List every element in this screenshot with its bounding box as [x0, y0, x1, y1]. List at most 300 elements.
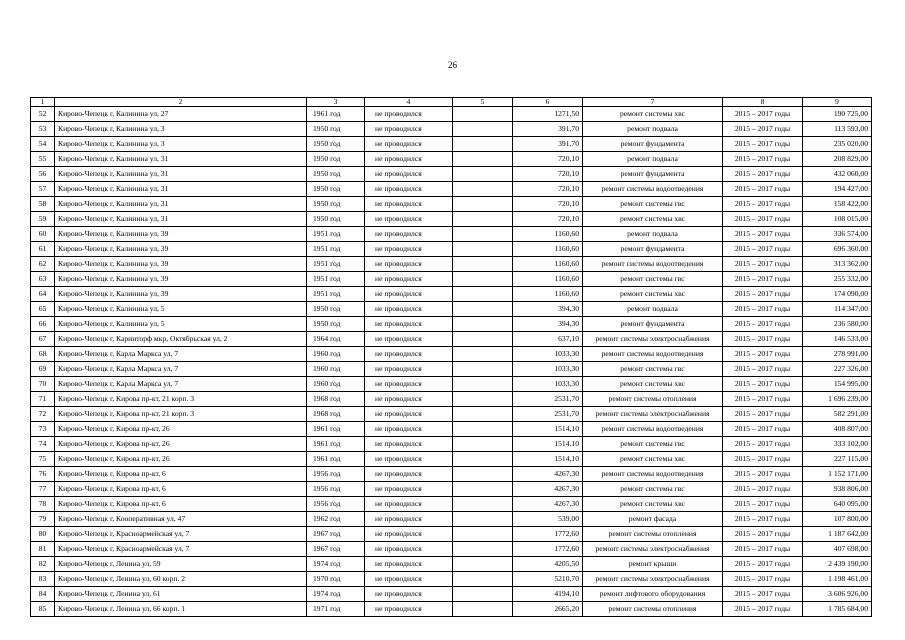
column-number-header-row	[31, 98, 872, 107]
column-header-4: 4	[365, 98, 453, 107]
cell-col-5	[453, 332, 513, 347]
cell-last-repair: не проводился	[365, 152, 453, 167]
cell-period: 2015 – 2017 годы	[723, 137, 803, 152]
cell-area: 391,70	[513, 122, 583, 137]
cell-col-5	[453, 227, 513, 242]
cell-row-number: 53	[31, 122, 55, 137]
cell-last-repair: не проводился	[365, 182, 453, 197]
cell-last-repair: не проводился	[365, 272, 453, 287]
cell-address: Кирово-Чепецк г, Кооперативная ул, 47	[55, 512, 307, 527]
cell-build-year: 1951 год	[307, 227, 365, 242]
cell-period: 2015 – 2017 годы	[723, 452, 803, 467]
cell-cost: 333 102,00	[803, 437, 872, 452]
cell-last-repair: не проводился	[365, 197, 453, 212]
cell-work-type: ремонт лифтового оборудования	[583, 587, 723, 602]
cell-col-5	[453, 437, 513, 452]
cell-period: 2015 – 2017 годы	[723, 152, 803, 167]
cell-cost: 1 198 461,00	[803, 572, 872, 587]
cell-period: 2015 – 2017 годы	[723, 287, 803, 302]
cell-col-5	[453, 167, 513, 182]
column-header-2: 2	[55, 98, 307, 107]
capital-repair-table	[30, 97, 872, 617]
cell-cost: 1 696 239,00	[803, 392, 872, 407]
cell-cost: 1 785 684,00	[803, 602, 872, 617]
table-row	[31, 347, 872, 362]
table-row	[31, 602, 872, 617]
cell-last-repair: не проводился	[365, 257, 453, 272]
cell-work-type: ремонт системы отопления	[583, 392, 723, 407]
cell-build-year: 1956 год	[307, 482, 365, 497]
cell-area: 720,10	[513, 212, 583, 227]
cell-row-number: 59	[31, 212, 55, 227]
cell-last-repair: не проводился	[365, 392, 453, 407]
cell-row-number: 62	[31, 257, 55, 272]
cell-area: 1514,10	[513, 452, 583, 467]
cell-last-repair: не проводился	[365, 422, 453, 437]
cell-cost: 640 095,00	[803, 497, 872, 512]
cell-col-5	[453, 392, 513, 407]
column-header-9: 9	[803, 98, 872, 107]
cell-build-year: 1950 год	[307, 122, 365, 137]
cell-area: 1514,10	[513, 437, 583, 452]
cell-cost: 154 995,00	[803, 377, 872, 392]
cell-address: Кирово-Чепецк г, Карла Маркса ул, 7	[55, 347, 307, 362]
table-row	[31, 107, 872, 122]
cell-period: 2015 – 2017 годы	[723, 482, 803, 497]
cell-work-type: ремонт подвала	[583, 122, 723, 137]
table-row	[31, 377, 872, 392]
cell-build-year: 1968 год	[307, 392, 365, 407]
cell-cost: 407 698,00	[803, 542, 872, 557]
cell-period: 2015 – 2017 годы	[723, 392, 803, 407]
cell-area: 4267,30	[513, 497, 583, 512]
cell-area: 720,10	[513, 182, 583, 197]
cell-work-type: ремонт крыши	[583, 557, 723, 572]
cell-address: Кирово-Чепецк г, Калинина ул, 39	[55, 242, 307, 257]
cell-last-repair: не проводился	[365, 497, 453, 512]
cell-address: Кирово-Чепецк г, Калинина ул, 31	[55, 152, 307, 167]
cell-col-5	[453, 272, 513, 287]
column-header-1: 1	[31, 98, 55, 107]
cell-area: 1033,30	[513, 347, 583, 362]
cell-address: Кирово-Чепецк г, Карла Маркса ул, 7	[55, 377, 307, 392]
cell-last-repair: не проводился	[365, 167, 453, 182]
cell-work-type: ремонт системы электроснабжения	[583, 572, 723, 587]
cell-row-number: 56	[31, 167, 55, 182]
table-row	[31, 317, 872, 332]
cell-period: 2015 – 2017 годы	[723, 512, 803, 527]
cell-row-number: 54	[31, 137, 55, 152]
cell-period: 2015 – 2017 годы	[723, 407, 803, 422]
cell-last-repair: не проводился	[365, 317, 453, 332]
cell-row-number: 70	[31, 377, 55, 392]
cell-period: 2015 – 2017 годы	[723, 317, 803, 332]
cell-address: Кирово-Чепецк г, Калинина ул, 3	[55, 122, 307, 137]
cell-address: Кирово-Чепецк г, Ленина ул, 59	[55, 557, 307, 572]
page-number: 26	[448, 60, 457, 70]
cell-area: 539,00	[513, 512, 583, 527]
cell-address: Кирово-Чепецк г, Ленина ул, 66 корп. 1	[55, 602, 307, 617]
cell-build-year: 1968 год	[307, 407, 365, 422]
cell-area: 1514,10	[513, 422, 583, 437]
cell-col-5	[453, 302, 513, 317]
cell-cost: 235 020,00	[803, 137, 872, 152]
cell-last-repair: не проводился	[365, 542, 453, 557]
cell-work-type: ремонт системы водоотведения	[583, 182, 723, 197]
cell-address: Кирово-Чепецк г, Кирова пр-кт, 26	[55, 437, 307, 452]
cell-build-year: 1967 год	[307, 527, 365, 542]
cell-address: Кирово-Чепецк г, Кирова пр-кт, 26	[55, 422, 307, 437]
cell-row-number: 55	[31, 152, 55, 167]
table-row	[31, 272, 872, 287]
cell-address: Кирово-Чепецк г, Калинина ул, 5	[55, 317, 307, 332]
cell-area: 391,70	[513, 137, 583, 152]
column-header-5: 5	[453, 98, 513, 107]
cell-period: 2015 – 2017 годы	[723, 332, 803, 347]
cell-build-year: 1950 год	[307, 137, 365, 152]
cell-build-year: 1961 год	[307, 422, 365, 437]
cell-build-year: 1961 год	[307, 452, 365, 467]
cell-row-number: 65	[31, 302, 55, 317]
cell-last-repair: не проводился	[365, 467, 453, 482]
cell-work-type: ремонт системы водоотведения	[583, 467, 723, 482]
cell-col-5	[453, 317, 513, 332]
cell-row-number: 67	[31, 332, 55, 347]
cell-col-5	[453, 527, 513, 542]
table-row	[31, 587, 872, 602]
cell-work-type: ремонт подвала	[583, 152, 723, 167]
cell-period: 2015 – 2017 годы	[723, 542, 803, 557]
cell-area: 637,10	[513, 332, 583, 347]
cell-cost: 582 291,00	[803, 407, 872, 422]
cell-cost: 1 152 171,00	[803, 467, 872, 482]
cell-last-repair: не проводился	[365, 572, 453, 587]
cell-area: 4267,30	[513, 467, 583, 482]
cell-period: 2015 – 2017 годы	[723, 527, 803, 542]
cell-row-number: 61	[31, 242, 55, 257]
cell-work-type: ремонт системы хвс	[583, 452, 723, 467]
cell-period: 2015 – 2017 годы	[723, 242, 803, 257]
cell-row-number: 82	[31, 557, 55, 572]
cell-build-year: 1950 год	[307, 302, 365, 317]
cell-area: 1160,60	[513, 272, 583, 287]
cell-period: 2015 – 2017 годы	[723, 377, 803, 392]
cell-build-year: 1970 год	[307, 572, 365, 587]
cell-last-repair: не проводился	[365, 212, 453, 227]
column-header-7: 7	[583, 98, 723, 107]
cell-col-5	[453, 212, 513, 227]
cell-period: 2015 – 2017 годы	[723, 347, 803, 362]
cell-area: 2665,20	[513, 602, 583, 617]
table-row	[31, 182, 872, 197]
cell-last-repair: не проводился	[365, 512, 453, 527]
cell-col-5	[453, 497, 513, 512]
column-header-6: 6	[513, 98, 583, 107]
cell-area: 1033,30	[513, 362, 583, 377]
cell-col-5	[453, 602, 513, 617]
cell-cost: 158 422,00	[803, 197, 872, 212]
cell-last-repair: не проводился	[365, 347, 453, 362]
cell-row-number: 52	[31, 107, 55, 122]
cell-col-5	[453, 347, 513, 362]
table-row	[31, 122, 872, 137]
cell-area: 720,10	[513, 152, 583, 167]
cell-period: 2015 – 2017 годы	[723, 227, 803, 242]
cell-row-number: 76	[31, 467, 55, 482]
table-row	[31, 167, 872, 182]
cell-build-year: 1960 год	[307, 347, 365, 362]
cell-address: Кирово-Чепецк г, Калинина ул, 31	[55, 212, 307, 227]
cell-work-type: ремонт системы электроснабжения	[583, 407, 723, 422]
cell-col-5	[453, 362, 513, 377]
cell-period: 2015 – 2017 годы	[723, 437, 803, 452]
cell-address: Кирово-Чепецк г, Калинина ул, 39	[55, 272, 307, 287]
cell-work-type: ремонт фундамента	[583, 317, 723, 332]
cell-row-number: 83	[31, 572, 55, 587]
table-row	[31, 212, 872, 227]
cell-work-type: ремонт системы отопления	[583, 527, 723, 542]
cell-last-repair: не проводился	[365, 122, 453, 137]
cell-area: 394,30	[513, 317, 583, 332]
cell-address: Кирово-Чепецк г, Кирова пр-кт, 6	[55, 467, 307, 482]
cell-row-number: 73	[31, 422, 55, 437]
cell-build-year: 1961 год	[307, 437, 365, 452]
cell-build-year: 1950 год	[307, 317, 365, 332]
cell-cost: 194 427,00	[803, 182, 872, 197]
cell-work-type: ремонт фундамента	[583, 137, 723, 152]
cell-area: 1033,30	[513, 377, 583, 392]
cell-build-year: 1950 год	[307, 197, 365, 212]
cell-work-type: ремонт системы гвс	[583, 437, 723, 452]
cell-row-number: 60	[31, 227, 55, 242]
cell-row-number: 85	[31, 602, 55, 617]
cell-work-type: ремонт системы водоотведения	[583, 347, 723, 362]
cell-cost: 236 580,00	[803, 317, 872, 332]
table-row	[31, 227, 872, 242]
cell-cost: 107 800,00	[803, 512, 872, 527]
cell-last-repair: не проводился	[365, 587, 453, 602]
cell-area: 720,10	[513, 197, 583, 212]
cell-work-type: ремонт системы электроснабжения	[583, 332, 723, 347]
cell-period: 2015 – 2017 годы	[723, 587, 803, 602]
cell-last-repair: не проводился	[365, 287, 453, 302]
cell-address: Кирово-Чепецк г, Красноармейская ул, 7	[55, 527, 307, 542]
table-row	[31, 422, 872, 437]
cell-build-year: 1951 год	[307, 242, 365, 257]
cell-build-year: 1967 год	[307, 542, 365, 557]
table-row	[31, 242, 872, 257]
cell-col-5	[453, 257, 513, 272]
cell-period: 2015 – 2017 годы	[723, 272, 803, 287]
cell-address: Кирово-Чепецк г, Кирова пр-кт, 21 корп. 3	[55, 407, 307, 422]
cell-build-year: 1960 год	[307, 377, 365, 392]
cell-work-type: ремонт системы гвс	[583, 272, 723, 287]
cell-row-number: 68	[31, 347, 55, 362]
cell-row-number: 72	[31, 407, 55, 422]
cell-work-type: ремонт системы хвс	[583, 497, 723, 512]
cell-address: Кирово-Чепецк г, Калинина ул, 39	[55, 287, 307, 302]
cell-period: 2015 – 2017 годы	[723, 197, 803, 212]
cell-last-repair: не проводился	[365, 227, 453, 242]
cell-area: 2531,70	[513, 407, 583, 422]
cell-last-repair: не проводился	[365, 332, 453, 347]
cell-build-year: 1950 год	[307, 182, 365, 197]
cell-address: Кирово-Чепецк г, Кирова пр-кт, 26	[55, 452, 307, 467]
cell-area: 4205,50	[513, 557, 583, 572]
cell-address: Кирово-Чепецк г, Красноармейская ул, 7	[55, 542, 307, 557]
cell-col-5	[453, 182, 513, 197]
cell-build-year: 1964 год	[307, 332, 365, 347]
cell-cost: 108 015,00	[803, 212, 872, 227]
cell-row-number: 57	[31, 182, 55, 197]
table-row	[31, 452, 872, 467]
cell-row-number: 63	[31, 272, 55, 287]
cell-address: Кирово-Чепецк г, Ленина ул, 60 корп. 2	[55, 572, 307, 587]
cell-work-type: ремонт системы хвс	[583, 107, 723, 122]
cell-row-number: 78	[31, 497, 55, 512]
table-row	[31, 152, 872, 167]
cell-row-number: 71	[31, 392, 55, 407]
cell-cost: 313 362,00	[803, 257, 872, 272]
table-row	[31, 362, 872, 377]
cell-period: 2015 – 2017 годы	[723, 602, 803, 617]
cell-col-5	[453, 572, 513, 587]
cell-address: Кирово-Чепецк г, Ленина ул, 61	[55, 587, 307, 602]
cell-col-5	[453, 452, 513, 467]
cell-col-5	[453, 557, 513, 572]
cell-work-type: ремонт фундамента	[583, 167, 723, 182]
cell-work-type: ремонт системы хвс	[583, 377, 723, 392]
cell-row-number: 58	[31, 197, 55, 212]
cell-address: Кирово-Чепецк г, Калинина ул, 31	[55, 197, 307, 212]
cell-work-type: ремонт системы электроснабжения	[583, 542, 723, 557]
cell-last-repair: не проводился	[365, 482, 453, 497]
cell-work-type: ремонт фундамента	[583, 242, 723, 257]
cell-cost: 432 060,00	[803, 167, 872, 182]
table-row	[31, 437, 872, 452]
cell-cost: 190 725,00	[803, 107, 872, 122]
cell-row-number: 79	[31, 512, 55, 527]
cell-last-repair: не проводился	[365, 437, 453, 452]
cell-work-type: ремонт системы отопления	[583, 602, 723, 617]
cell-build-year: 1951 год	[307, 287, 365, 302]
cell-address: Кирово-Чепецк г, Каринторф мкр, Октябрьская ул, 2	[55, 332, 307, 347]
cell-cost: 3 606 926,00	[803, 587, 872, 602]
cell-col-5	[453, 287, 513, 302]
table-row	[31, 407, 872, 422]
table-row	[31, 482, 872, 497]
cell-build-year: 1951 год	[307, 257, 365, 272]
cell-period: 2015 – 2017 годы	[723, 212, 803, 227]
cell-area: 1271,50	[513, 107, 583, 122]
table-row	[31, 197, 872, 212]
cell-build-year: 1962 год	[307, 512, 365, 527]
cell-work-type: ремонт фасада	[583, 512, 723, 527]
cell-cost: 1 187 642,00	[803, 527, 872, 542]
cell-area: 2531,70	[513, 392, 583, 407]
cell-cost: 208 829,00	[803, 152, 872, 167]
cell-last-repair: не проводился	[365, 407, 453, 422]
cell-cost: 113 593,00	[803, 122, 872, 137]
cell-address: Кирово-Чепецк г, Калинина ул, 3	[55, 137, 307, 152]
cell-cost: 227 115,00	[803, 452, 872, 467]
cell-period: 2015 – 2017 годы	[723, 557, 803, 572]
table-row	[31, 527, 872, 542]
cell-work-type: ремонт системы хвс	[583, 287, 723, 302]
cell-work-type: ремонт системы гвс	[583, 197, 723, 212]
cell-period: 2015 – 2017 годы	[723, 257, 803, 272]
cell-period: 2015 – 2017 годы	[723, 107, 803, 122]
cell-period: 2015 – 2017 годы	[723, 362, 803, 377]
table-row	[31, 572, 872, 587]
cell-build-year: 1950 год	[307, 212, 365, 227]
cell-cost: 336 574,00	[803, 227, 872, 242]
cell-col-5	[453, 152, 513, 167]
cell-col-5	[453, 107, 513, 122]
cell-row-number: 77	[31, 482, 55, 497]
cell-last-repair: не проводился	[365, 107, 453, 122]
cell-build-year: 1956 год	[307, 467, 365, 482]
cell-area: 1772,60	[513, 542, 583, 557]
cell-cost: 227 326,00	[803, 362, 872, 377]
cell-cost: 696 360,00	[803, 242, 872, 257]
cell-area: 4194,10	[513, 587, 583, 602]
cell-period: 2015 – 2017 годы	[723, 302, 803, 317]
cell-cost: 2 439 190,00	[803, 557, 872, 572]
cell-work-type: ремонт системы гвс	[583, 482, 723, 497]
table-row	[31, 257, 872, 272]
cell-build-year: 1950 год	[307, 152, 365, 167]
cell-area: 5210,70	[513, 572, 583, 587]
cell-row-number: 75	[31, 452, 55, 467]
column-header-8: 8	[723, 98, 803, 107]
cell-cost: 114 347,00	[803, 302, 872, 317]
cell-col-5	[453, 467, 513, 482]
table-row	[31, 302, 872, 317]
cell-area: 4267,30	[513, 482, 583, 497]
cell-build-year: 1950 год	[307, 167, 365, 182]
table-row	[31, 287, 872, 302]
table-row	[31, 392, 872, 407]
cell-build-year: 1956 год	[307, 497, 365, 512]
cell-work-type: ремонт подвала	[583, 302, 723, 317]
cell-last-repair: не проводился	[365, 557, 453, 572]
cell-area: 1160,60	[513, 227, 583, 242]
cell-col-5	[453, 542, 513, 557]
table-row	[31, 557, 872, 572]
cell-build-year: 1974 год	[307, 557, 365, 572]
cell-address: Кирово-Чепецк г, Калинина ул, 27	[55, 107, 307, 122]
table-row	[31, 467, 872, 482]
cell-address: Кирово-Чепецк г, Калинина ул, 5	[55, 302, 307, 317]
cell-last-repair: не проводился	[365, 527, 453, 542]
cell-work-type: ремонт системы водоотведения	[583, 257, 723, 272]
table-row	[31, 512, 872, 527]
cell-area: 1160,60	[513, 242, 583, 257]
cell-cost: 408 807,00	[803, 422, 872, 437]
cell-address: Кирово-Чепецк г, Калинина ул, 31	[55, 182, 307, 197]
cell-col-5	[453, 407, 513, 422]
cell-col-5	[453, 422, 513, 437]
cell-area: 394,30	[513, 302, 583, 317]
cell-work-type: ремонт системы водоотведения	[583, 422, 723, 437]
cell-address: Кирово-Чепецк г, Калинина ул, 39	[55, 257, 307, 272]
cell-work-type: ремонт подвала	[583, 227, 723, 242]
cell-address: Кирово-Чепецк г, Кирова пр-кт, 21 корп. 3	[55, 392, 307, 407]
cell-work-type: ремонт системы хвс	[583, 212, 723, 227]
cell-row-number: 66	[31, 317, 55, 332]
table-row	[31, 332, 872, 347]
